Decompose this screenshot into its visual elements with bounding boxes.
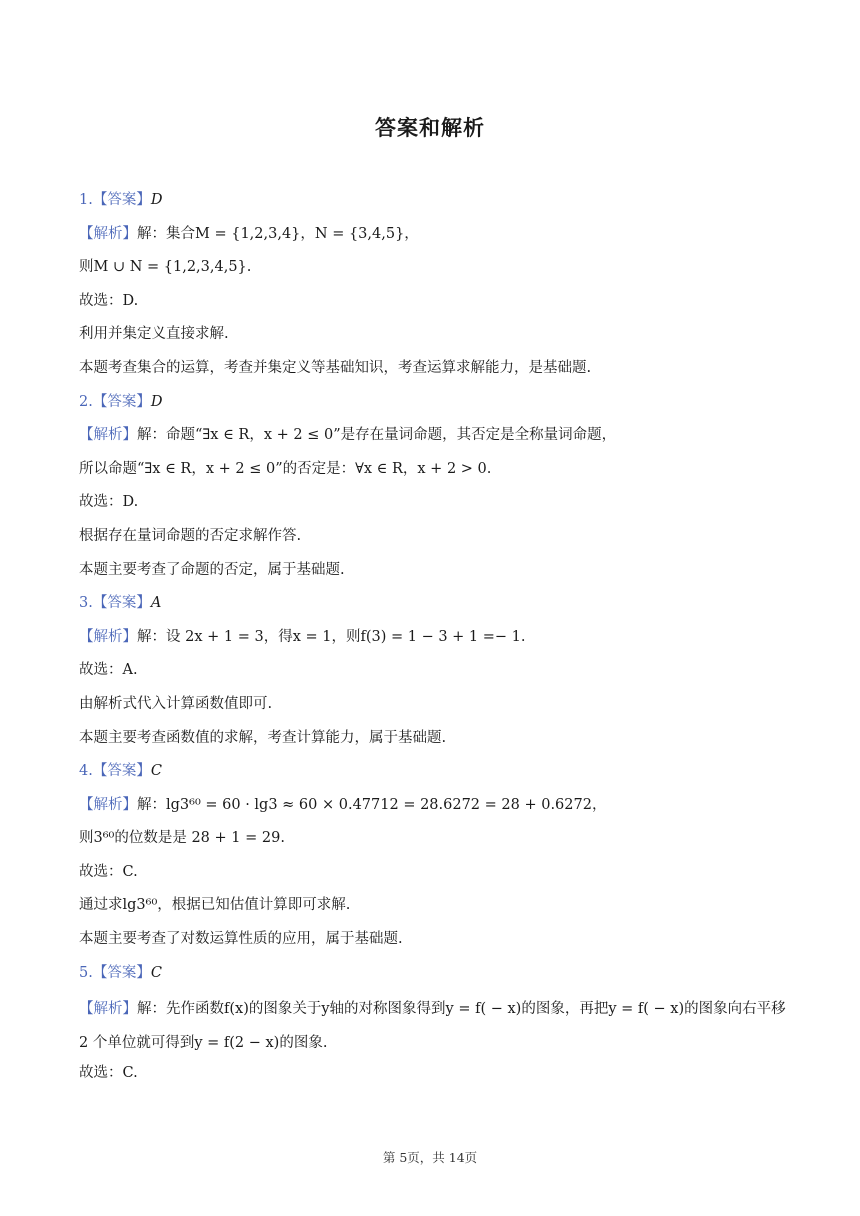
answer-value: C: [150, 964, 162, 981]
analysis-text: 本题主要考查函数值的求解，考查计算能力，属于基础题.: [79, 729, 447, 746]
question-number: 2.: [79, 393, 93, 410]
answer-tag: 【答案】: [92, 595, 151, 612]
analysis-text: 故选：A.: [79, 662, 138, 679]
analysis-line: [79, 792, 789, 826]
analysis-text: 本题考查集合的运算，考查并集定义等基础知识，考查运算求解能力，是基础题.: [79, 359, 592, 376]
analysis-text: 通过求lg3⁶⁰，根据已知估值计算即可求解.: [79, 897, 351, 914]
answer-content: [79, 187, 789, 1094]
answer-tag: 【答案】: [92, 964, 151, 981]
question-answer-line: [79, 960, 789, 994]
analysis-text: 故选：D.: [79, 494, 139, 511]
analysis-tag: 【解析】: [79, 796, 137, 813]
answer-value: D: [150, 393, 163, 410]
analysis-line: [79, 725, 789, 759]
analysis-line: [79, 254, 789, 288]
question-answer-line: [79, 758, 789, 792]
analysis-tag: 【解析】: [79, 427, 137, 444]
analysis-line: [79, 926, 789, 960]
answer-tag: 【答案】: [92, 192, 151, 208]
question-answer-line: [79, 389, 789, 423]
analysis-text: 故选：C.: [79, 863, 138, 880]
analysis-text: 解：集合M = {1,2,3,4}，N = {3,4,5}，: [137, 225, 419, 242]
analysis-text: 本题主要考查了命题的否定，属于基础题.: [79, 561, 345, 578]
answer-tag: 【答案】: [92, 393, 151, 410]
analysis-text: 所以命题“∃x ∈ R，x + 2 ≤ 0”的否定是：∀x ∈ R，x + 2 > 0.: [79, 460, 492, 477]
analysis-text: 解：先作函数f(x)的图象关于y轴的对称图象得到y = f( − x)的图象，再把y = f( − x)的图象向右平移 2 个单位就可得到y = f(2 − x)的图象.: [79, 1001, 786, 1051]
analysis-text: 本题主要考查了对数运算性质的应用，属于基础题.: [79, 931, 403, 948]
analysis-line: [79, 1060, 789, 1094]
analysis-line: [79, 624, 789, 658]
answer-value: A: [150, 595, 162, 612]
analysis-line: [79, 422, 789, 456]
analysis-text: 根据存在量词命题的否定求解作答.: [79, 527, 302, 544]
answer-tag: 【答案】: [92, 763, 151, 780]
analysis-line: [79, 691, 789, 725]
question-answer-line: [79, 187, 789, 221]
analysis-tag: 【解析】: [79, 1001, 137, 1018]
analysis-tag: 【解析】: [79, 628, 137, 645]
analysis-line: [79, 221, 789, 255]
analysis-line: [79, 288, 789, 322]
answer-value: C: [150, 763, 162, 780]
analysis-text: 解：lg3⁶⁰ = 60 · lg3 ≈ 60 × 0.47712 = 28.6272 = 28 + 0.6272，: [137, 796, 607, 813]
analysis-text: 利用并集定义直接求解.: [79, 326, 229, 343]
analysis-text: 则3⁶⁰的位数是是 28 + 1 = 29.: [79, 830, 285, 847]
analysis-text: 解：设 2x + 1 = 3，得x = 1，则f(3) = 1 − 3 + 1 =− 1.: [137, 628, 526, 645]
analysis-line: [79, 523, 789, 557]
analysis-text: 故选：C.: [79, 1065, 138, 1082]
analysis-line: [79, 892, 789, 926]
answer-value: D: [150, 192, 163, 208]
analysis-text: 故选：D.: [79, 292, 139, 309]
analysis-line: [79, 489, 789, 523]
page-title: 答案和解析: [375, 116, 485, 140]
analysis-line: [79, 859, 789, 893]
analysis-line: [79, 456, 789, 490]
analysis-text: 由解析式代入计算函数值即可.: [79, 695, 273, 712]
question-number: 5.: [79, 964, 93, 981]
question-number: 3.: [79, 595, 93, 612]
analysis-text: 解：命题“∃x ∈ R，x + 2 ≤ 0”是存在量词命题，其否定是全称量词命题，: [137, 427, 617, 444]
analysis-tag: 【解析】: [79, 225, 137, 242]
question-number: 1.: [79, 192, 93, 208]
analysis-line: [79, 825, 789, 859]
question-number: 4.: [79, 763, 93, 780]
page-footer: 第 5页，共 14页: [382, 1150, 478, 1165]
analysis-line: [79, 355, 789, 389]
analysis-line: [79, 993, 789, 1060]
analysis-line: [79, 657, 789, 691]
question-answer-line: [79, 590, 789, 624]
analysis-line: [79, 321, 789, 355]
analysis-line: [79, 557, 789, 591]
analysis-text: 则M ∪ N = {1,2,3,4,5}.: [79, 259, 252, 276]
